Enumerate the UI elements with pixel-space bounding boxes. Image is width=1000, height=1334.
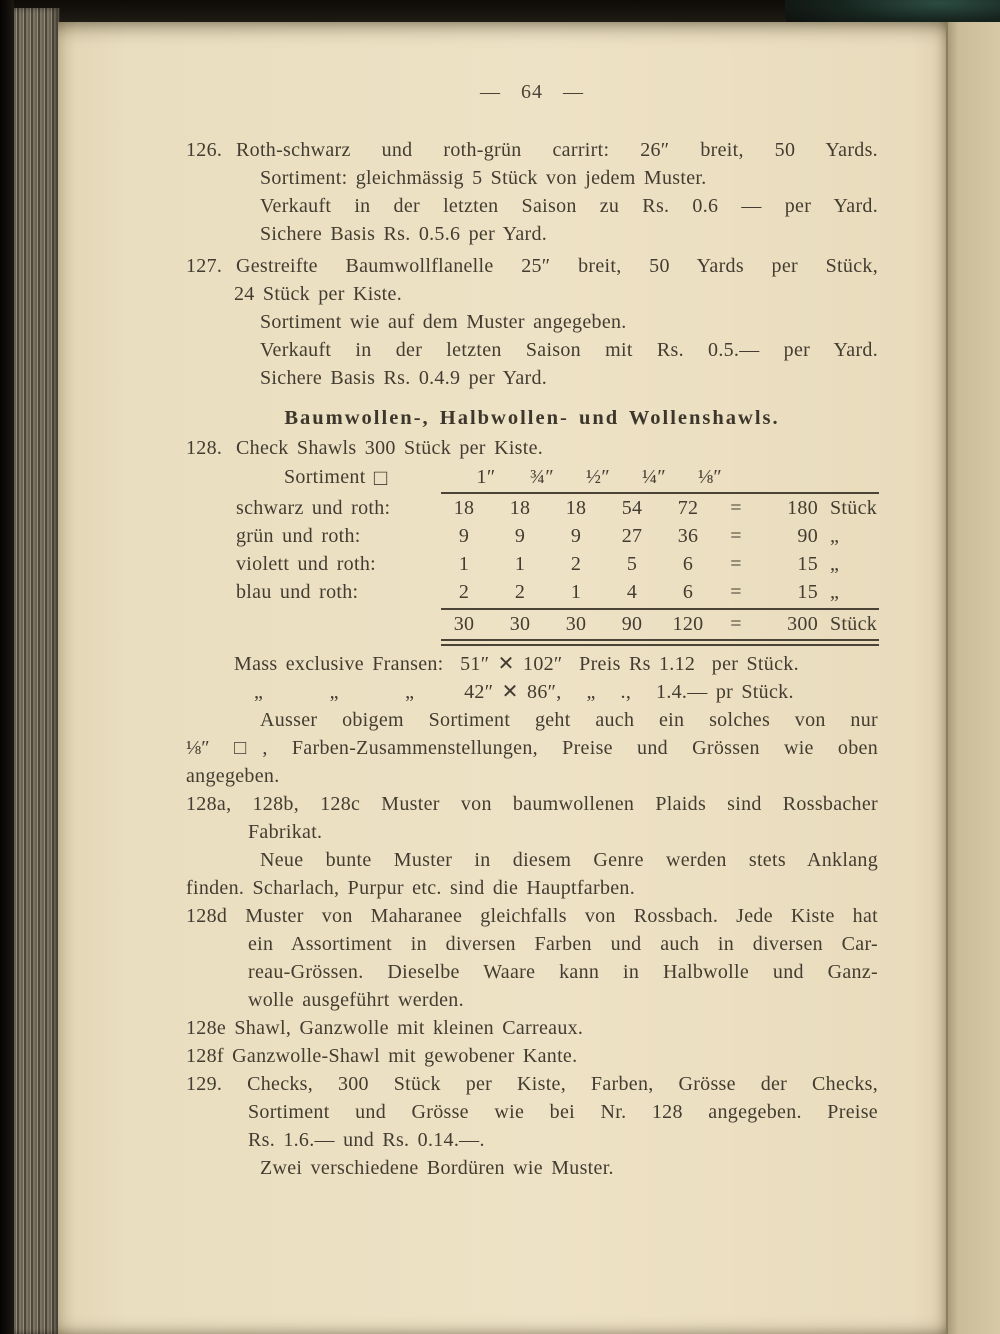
ausser-line-3 <box>186 762 878 790</box>
entry-127-line-5 <box>186 364 878 392</box>
entry-129-line-1 <box>186 1070 878 1098</box>
entry-127-line-3 <box>186 308 878 336</box>
grand-total-unit: Stück <box>830 613 878 635</box>
cell: 1 <box>514 553 526 575</box>
ausser-text-3: angegeben. <box>186 765 280 787</box>
cell: 18 <box>453 497 475 519</box>
cell: 72 <box>677 497 699 519</box>
table-rule-bottom-double <box>441 639 879 646</box>
mass-line-1 <box>186 650 878 678</box>
sortiment-table <box>186 462 878 646</box>
table-row-violett <box>186 550 878 578</box>
row-total: 15 <box>797 581 818 603</box>
row-unit: „ <box>830 525 840 547</box>
entry-127-text-1: Gestreifte Baumwollflanelle 25″ breit, 50 Yards per Stück, <box>236 255 878 277</box>
equals-sign: = <box>730 581 742 603</box>
entry-126-line-1 <box>186 136 878 164</box>
entry-128e <box>186 1014 878 1042</box>
neue-text-1: Neue bunte Muster in diesem Genre werden stets Anklang <box>260 849 878 871</box>
size-header-5: ⅛″ <box>698 466 722 488</box>
total-cell: 30 <box>509 613 531 635</box>
mass-text-1: Mass exclusive Fransen: 51″ ✕ 102″ Preis Rs 1.12 per Stück. <box>234 653 799 675</box>
cell: 6 <box>682 553 694 575</box>
cell: 54 <box>621 497 643 519</box>
entry-128abc-line-2 <box>186 818 878 846</box>
entry-128d-text-4: wolle ausgeführt werden. <box>248 989 464 1011</box>
size-header-3: ½″ <box>586 466 610 488</box>
ausser-line-2 <box>186 734 878 762</box>
size-header-1: 1″ <box>476 466 496 488</box>
entry-126-line-4 <box>186 220 878 248</box>
page-content <box>186 22 878 1182</box>
entry-126-text-1: Roth-schwarz und roth-grün carrirt: 26″ breit, 50 Yards. <box>236 139 878 161</box>
entry-128 <box>186 434 878 462</box>
equals-sign: = <box>730 525 742 547</box>
cell: 36 <box>677 525 699 547</box>
entry-128-number: 128. <box>186 437 223 459</box>
entry-128d <box>186 902 878 1014</box>
entry-126-text-4: Sichere Basis Rs. 0.5.6 per Yard. <box>260 223 548 245</box>
entry-127-text-3: Sortiment wie auf dem Muster angegeben. <box>260 311 627 333</box>
row-total: 180 <box>787 497 818 519</box>
cell: 9 <box>458 525 470 547</box>
equals-sign: = <box>730 497 742 519</box>
total-cell: 90 <box>621 613 643 635</box>
cell: 9 <box>570 525 582 547</box>
entry-126-line-2 <box>186 164 878 192</box>
cell: 9 <box>514 525 526 547</box>
row-unit: „ <box>830 581 840 603</box>
entry-127-text-2: 24 Stück per Kiste. <box>234 283 403 305</box>
row-label: violett und roth: <box>236 553 376 575</box>
entry-128d-text-1: 128d Muster von Maharanee gleichfalls von Rossbach. Jede Kiste hat <box>186 905 878 927</box>
cell: 1 <box>570 581 582 603</box>
entry-128abc-line-1 <box>186 790 878 818</box>
equals-sign: = <box>730 553 742 575</box>
entry-128d-text-2: ein Assortiment in diversen Farben und auch in diversen Car- <box>248 933 878 955</box>
row-unit: Stück <box>830 497 878 519</box>
cell: 18 <box>565 497 587 519</box>
table-sortiment-label <box>186 462 436 492</box>
total-row-spacer <box>186 610 436 638</box>
entry-126-text-2: Sortiment: gleichmässig 5 Stück von jedem Muster. <box>260 167 707 189</box>
neue-line-1 <box>186 846 878 874</box>
sortiment-word: Sortiment <box>284 466 366 488</box>
entry-128d-line-2 <box>186 930 878 958</box>
ausser-line-1 <box>186 706 878 734</box>
entry-128d-line-3 <box>186 958 878 986</box>
mass-line-2 <box>186 678 878 706</box>
mass-text-2: „ „ „ 42″ ✕ 86″, „ ., 1.4.— pr Stück. <box>254 681 794 703</box>
table-row-gruen <box>186 522 878 550</box>
entry-128abc <box>186 790 878 846</box>
entry-128d-text-3: reau-Grössen. Dieselbe Waare kann in Halbwolle und Ganz- <box>248 961 878 983</box>
row-label: grün und roth: <box>236 525 361 547</box>
cell: 2 <box>514 581 526 603</box>
entry-128f <box>186 1042 878 1070</box>
entry-126-line-3 <box>186 192 878 220</box>
square-symbol: □ <box>373 465 388 490</box>
row-unit: „ <box>830 553 840 575</box>
neue-text-2: finden. Scharlach, Purpur etc. sind die Hauptfarben. <box>186 877 636 899</box>
entry-129-line-2 <box>186 1098 878 1126</box>
cell: 2 <box>570 553 582 575</box>
cell: 18 <box>509 497 531 519</box>
entry-129-text-2: Sortiment und Grösse wie bei Nr. 128 angegeben. Preise <box>248 1101 878 1123</box>
cell: 27 <box>621 525 643 547</box>
book-page <box>58 22 946 1334</box>
cell: 5 <box>626 553 638 575</box>
entry-128abc-text-2: Fabrikat. <box>248 821 323 843</box>
cell: 1 <box>458 553 470 575</box>
total-cell: 30 <box>453 613 475 635</box>
entry-128-text: Check Shawls 300 Stück per Kiste. <box>236 437 544 459</box>
entry-127-text-4: Verkauft in der letzten Saison mit Rs. 0.5.— per Yard. <box>260 339 878 361</box>
page-number-dash-right: — <box>563 81 584 103</box>
book-spine <box>0 0 14 1334</box>
entry-127-text-5: Sichere Basis Rs. 0.4.9 per Yard. <box>260 367 548 389</box>
entry-127-line-4 <box>186 336 878 364</box>
table-row-schwarz <box>186 494 878 522</box>
table-row-blau <box>186 578 878 606</box>
row-label: schwarz und roth: <box>236 497 391 519</box>
entry-128d-line-4 <box>186 986 878 1014</box>
mass-section <box>186 650 878 706</box>
entry-127-line-2 <box>186 280 878 308</box>
size-header-4: ¼″ <box>642 466 666 488</box>
total-cell: 120 <box>672 613 704 635</box>
table-total-row <box>186 610 878 638</box>
left-page-edges <box>14 8 60 1334</box>
size-header-2: ¾″ <box>530 466 554 488</box>
paragraph-ausser <box>186 706 878 790</box>
cell: 6 <box>682 581 694 603</box>
entry-128-line-1 <box>186 434 878 462</box>
paragraph-neue <box>186 846 878 902</box>
row-label: blau und roth: <box>236 581 359 603</box>
entry-127-line-1 <box>186 252 878 280</box>
total-cell: 30 <box>565 613 587 635</box>
entry-126-text-3: Verkauft in der letzten Saison zu Rs. 0.6 — per Yard. <box>260 195 878 217</box>
entry-129-line-4 <box>186 1154 878 1182</box>
entry-129-text-4: Zwei verschiedene Bordüren wie Muster. <box>260 1157 614 1179</box>
entry-129-line-3 <box>186 1126 878 1154</box>
section-heading: Baumwollen-, Halbwollen- und Wollenshawls. <box>284 407 780 429</box>
entry-127-number: 127. <box>186 255 223 277</box>
entry-128abc-text-1: 128a, 128b, 128c Muster von baumwollenen Plaids sind Rossbacher <box>186 793 878 815</box>
entry-129 <box>186 1070 878 1182</box>
ausser-text-2: ⅛″ □, Farben-Zusammenstellungen, Preise und Grössen wie oben <box>186 737 878 759</box>
entry-126-number: 126. <box>186 139 223 161</box>
entry-129-text-1: 129. Checks, 300 Stück per Kiste, Farben, Grösse der Checks, <box>186 1073 878 1095</box>
right-page-edge <box>946 22 1000 1334</box>
equals-sign: = <box>730 613 742 635</box>
neue-line-2 <box>186 874 878 902</box>
grand-total: 300 <box>787 613 818 635</box>
page-number <box>186 78 878 106</box>
entry-126 <box>186 136 878 248</box>
page-number-dash-left: — <box>480 81 501 103</box>
row-total: 90 <box>797 525 818 547</box>
row-total: 15 <box>797 553 818 575</box>
entry-128e-text: 128e Shawl, Ganzwolle mit kleinen Carreaux. <box>186 1017 584 1039</box>
entry-127 <box>186 252 878 392</box>
cell: 4 <box>626 581 638 603</box>
cell: 2 <box>458 581 470 603</box>
table-header-row <box>186 462 878 492</box>
entry-129-text-3: Rs. 1.6.— und Rs. 0.14.—. <box>248 1129 485 1151</box>
ausser-text-1: Ausser obigem Sortiment geht auch ein solches von nur <box>260 709 878 731</box>
entry-128f-text: 128f Ganzwolle-Shawl mit gewobener Kante. <box>186 1045 578 1067</box>
page-number-value: 64 <box>521 81 543 103</box>
entry-128d-line-1 <box>186 902 878 930</box>
